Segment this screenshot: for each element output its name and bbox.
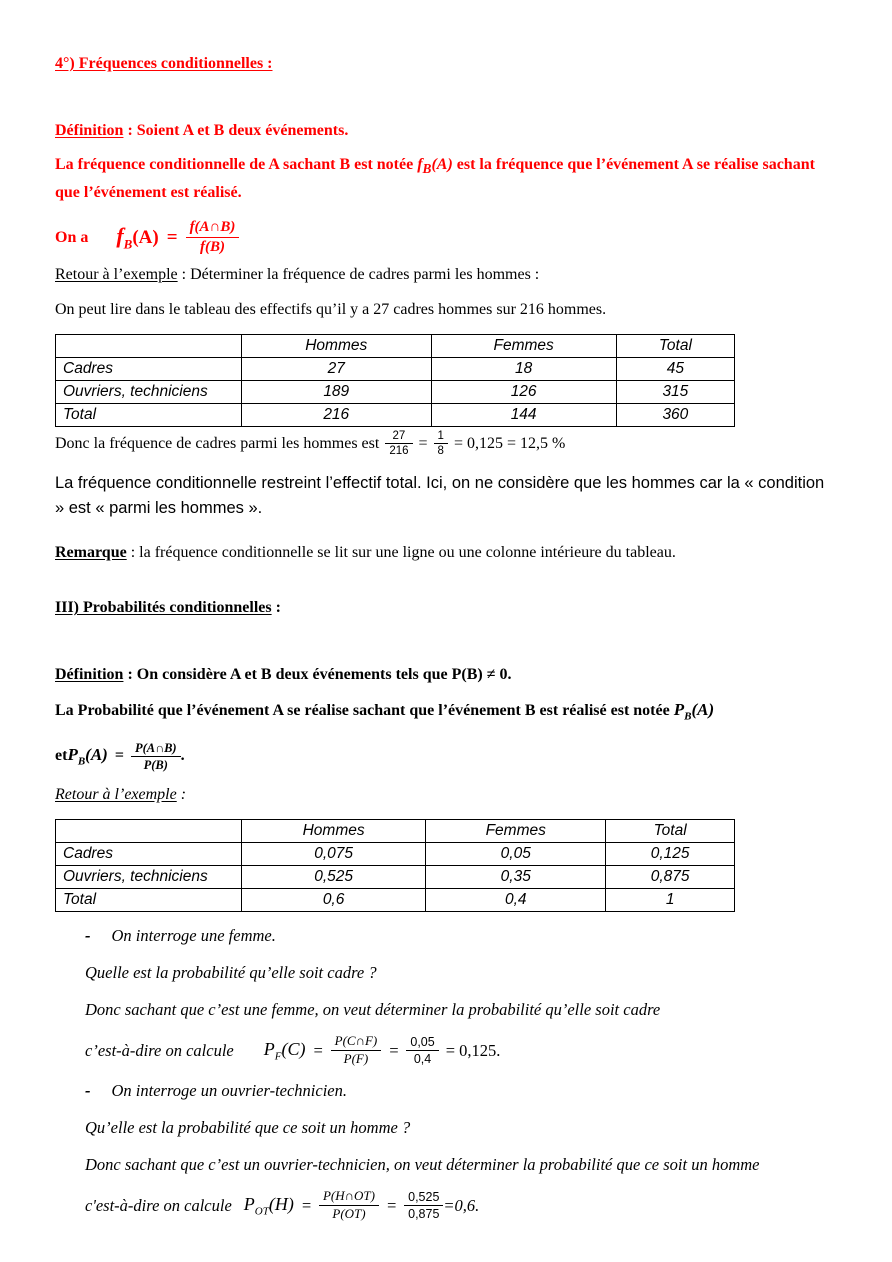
fraction-27-216 <box>385 430 412 458</box>
fraction-PCF-PF <box>331 1034 382 1067</box>
fraction-numerator: 0,525 <box>404 1190 443 1206</box>
note-paragraph: La fréquence conditionnelle restreint l’effectif total. Ici, on ne considère que les hommes car la « condition » est « parmi les hommes ». <box>55 474 825 518</box>
probabilites-table <box>55 819 735 912</box>
math-sub-B: B <box>684 710 692 723</box>
definition1-body-post: est la fréquence que l’événement A se réalise sachant que l’événement est réalisé. <box>55 156 815 202</box>
cell: 0,35 <box>426 866 606 889</box>
equals-sign: = <box>166 226 178 248</box>
fraction-denominator: 0,875 <box>408 1207 440 1222</box>
fraction-numerator: f(A∩B) <box>186 219 240 238</box>
cell: 144 <box>431 403 616 426</box>
fraction-PAB-PB <box>131 741 181 773</box>
effectifs-table <box>55 334 735 427</box>
math-P: P <box>263 1038 275 1059</box>
fraction-005-04 <box>406 1035 438 1067</box>
math-arg-A: (A) <box>85 745 108 765</box>
section3-title <box>55 599 837 617</box>
math-sub-OT: OT <box>254 1205 269 1218</box>
table-row <box>56 866 735 889</box>
cell: 27 <box>242 357 432 380</box>
math-P: P <box>673 700 685 720</box>
fraction-PHOT-POT <box>319 1189 379 1222</box>
conclusion-lead: Donc la fréquence de cadres parmi les hommes est <box>55 434 380 452</box>
math-P: P <box>67 745 78 765</box>
cell: 126 <box>431 380 616 403</box>
inline-math-fBA <box>417 156 453 177</box>
definition2-line <box>55 666 837 684</box>
equals-sign: = <box>418 434 428 452</box>
calc-result: = 0,125. <box>445 1040 501 1060</box>
remarque-label: Remarque <box>55 544 127 562</box>
fraction-1-8 <box>434 430 448 458</box>
conclusion-line <box>55 430 837 458</box>
fraction-denominator: P(OT) <box>332 1206 366 1222</box>
calc-lead: c’est-à-dire on calcule <box>85 1040 234 1060</box>
header-femmes: Femmes <box>426 820 606 843</box>
definition1-line <box>55 122 837 140</box>
cell: 0,875 <box>606 866 735 889</box>
math-sub-F: F <box>274 1050 282 1063</box>
equals-sign: = <box>388 1040 400 1060</box>
math-P: P <box>243 1193 255 1214</box>
lecture-paragraph: On peut lire dans le tableau des effectifs qu’il y a 27 cadres hommes sur 216 hommes. <box>55 300 607 318</box>
bullet-text: On interroge un ouvrier-technicien. <box>111 1081 347 1101</box>
retour-label: Retour à l’exemple <box>55 786 177 804</box>
header-total: Total <box>616 334 734 357</box>
math-P-var <box>67 745 107 767</box>
calc-line-1 <box>85 1034 837 1067</box>
row-label: Total <box>56 403 242 426</box>
math-sub-B: B <box>123 236 133 252</box>
cell: 0,6 <box>242 889 426 912</box>
fraction-numerator: 0,05 <box>406 1035 438 1051</box>
row-label: Total <box>56 889 242 912</box>
definition1-body-pre: La fréquence conditionnelle de A sachant B est notée <box>55 156 418 173</box>
math-arg-H: (H) <box>268 1193 294 1214</box>
cell: 315 <box>616 380 734 403</box>
examples-block <box>85 926 837 1222</box>
header-hommes: Hommes <box>242 820 426 843</box>
cell: 0,525 <box>242 866 426 889</box>
section4-title: 4°) Fréquences conditionnelles : <box>55 55 273 72</box>
header-empty <box>56 820 242 843</box>
header-total: Total <box>606 820 735 843</box>
math-arg-A: (A) <box>132 226 159 248</box>
cell: 0,075 <box>242 843 426 866</box>
table-header-row <box>56 820 735 843</box>
math-sub-B: B <box>77 755 86 768</box>
formula-lead: On a <box>55 228 89 246</box>
definition2-label: Définition <box>55 666 124 684</box>
fraction-fAB-fB <box>186 219 240 257</box>
cell: 360 <box>616 403 734 426</box>
fraction-0525-0875 <box>404 1190 443 1222</box>
conclusion-tail: = 0,125 = 12,5 % <box>453 434 566 452</box>
math-sub-B: B <box>422 161 432 177</box>
bullet-item-femme <box>85 926 837 946</box>
row-label: Cadres <box>56 357 242 380</box>
calc-line-2 <box>85 1189 837 1222</box>
cell: 0,05 <box>426 843 606 866</box>
question-1: Quelle est la probabilité qu’elle soit cadre ? <box>85 963 377 983</box>
fraction-numerator: 27 <box>385 430 412 444</box>
math-f: f <box>417 156 423 173</box>
row-label: Cadres <box>56 843 242 866</box>
math-arg-A: (A) <box>691 700 715 720</box>
math-arg-A: (A) <box>431 156 453 173</box>
math-arg-C: (C) <box>281 1038 306 1059</box>
fraction-denominator: 8 <box>437 444 444 457</box>
row-label: Ouvriers, techniciens <box>56 866 242 889</box>
formula-lead: et <box>55 747 68 765</box>
fraction-numerator: 1 <box>434 430 448 444</box>
header-femmes: Femmes <box>431 334 616 357</box>
definition2-body-pre: La Probabilité que l’événement A se réalise sachant que l’événement B est réalisé est notée <box>55 702 674 720</box>
fraction-denominator: P(B) <box>143 757 168 772</box>
fraction-denominator: P(F) <box>343 1051 369 1067</box>
definition1-rest: : Soient A et B deux événements. <box>123 122 349 139</box>
explain-1: Donc sachant que c’est une femme, on veut déterminer la probabilité qu’elle soit cadre <box>85 1000 661 1020</box>
table-row <box>56 380 735 403</box>
row-label: Ouvriers, techniciens <box>56 380 242 403</box>
cell: 216 <box>242 403 432 426</box>
table-header-row <box>56 334 735 357</box>
calc-lead: c'est-à-dire on calcule <box>85 1195 232 1215</box>
cell: 0,4 <box>426 889 606 912</box>
section3-title-colon: : <box>271 599 281 617</box>
definition2-rest: : On considère A et B deux événements tels que P(B) ≠ 0. <box>123 666 512 684</box>
math-PF-var <box>264 1039 306 1063</box>
formula-frequency <box>55 219 837 257</box>
fraction-denominator: 0,4 <box>413 1052 432 1067</box>
fraction-denominator: 216 <box>389 444 409 457</box>
equals-sign: = <box>312 1040 324 1060</box>
section3-title-text: III) Probabilités conditionnelles <box>55 599 272 617</box>
equals-sign: = <box>300 1195 312 1215</box>
fraction-denominator: f(B) <box>199 239 225 256</box>
remarque-rest: : la fréquence conditionnelle se lit sur une ligne ou une colonne intérieure du tableau. <box>126 544 676 562</box>
fraction-numerator: P(C∩F) <box>331 1034 382 1051</box>
fraction-numerator: P(H∩OT) <box>319 1189 379 1206</box>
inline-math-PBA <box>673 700 715 723</box>
table-row <box>56 403 735 426</box>
math-f-var <box>116 223 132 252</box>
equals-sign: = <box>114 747 124 765</box>
retour-label: Retour à l’exemple <box>55 265 178 283</box>
dash-bullet: - <box>85 926 91 946</box>
bullet-item-ouvrier <box>85 1081 837 1101</box>
definition1-label: Définition <box>55 122 124 139</box>
table-row <box>56 889 735 912</box>
question-2: Qu’elle est la probabilité que ce soit un homme ? <box>85 1118 411 1138</box>
table-row <box>56 843 735 866</box>
remarque-line <box>55 544 837 562</box>
cell: 45 <box>616 357 734 380</box>
definition1-body <box>55 153 837 205</box>
header-empty <box>56 334 242 357</box>
calc-result: =0,6. <box>443 1195 480 1215</box>
header-hommes: Hommes <box>242 334 432 357</box>
fraction-numerator: P(A∩B) <box>131 741 181 757</box>
retour-exemple-2 <box>55 786 837 804</box>
cell: 189 <box>242 380 432 403</box>
retour-exemple-1 <box>55 266 837 284</box>
period: . <box>180 747 185 765</box>
explain-2: Donc sachant que c’est un ouvrier-technicien, on veut déterminer la probabilité que ce soit un homme <box>85 1155 760 1175</box>
table-row <box>56 357 735 380</box>
cell: 18 <box>431 357 616 380</box>
cell: 0,125 <box>606 843 735 866</box>
retour-rest: : Déterminer la fréquence de cadres parmi les hommes : <box>177 265 540 283</box>
bullet-text: On interroge une femme. <box>111 926 276 946</box>
retour-rest: : <box>176 786 187 804</box>
math-POT-var <box>244 1194 294 1218</box>
formula-probability <box>55 741 837 773</box>
dash-bullet: - <box>85 1081 91 1101</box>
equals-sign: = <box>385 1195 398 1215</box>
definition2-body <box>55 698 837 728</box>
math-f: f <box>116 223 124 249</box>
cell: 1 <box>606 889 735 912</box>
